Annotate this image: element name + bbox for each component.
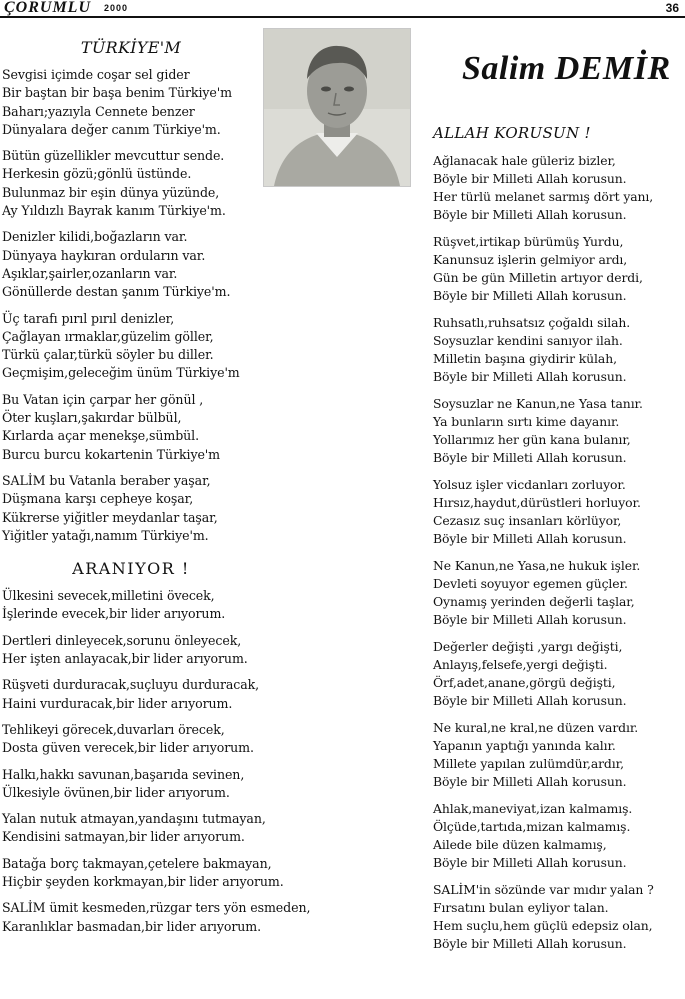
poem-line: Her türlü melanet sarmış dört yanı,	[433, 189, 654, 204]
stanza	[2, 391, 260, 464]
poem-line: Yollarımız her gün kana bulanır,	[433, 432, 631, 447]
stanza	[433, 314, 683, 386]
right-column	[433, 118, 683, 962]
poem-line: Denizler kilidi,boğazların var.	[2, 229, 188, 245]
stanza	[2, 472, 260, 545]
poem-line: Millete yapılan zulümdür,ardır,	[433, 756, 624, 771]
poem-line: Böyle bir Milleti Allah korusun.	[433, 531, 627, 546]
author-photo	[263, 28, 411, 187]
stanza	[2, 810, 266, 847]
poem-line: Anlayış,felsefe,yergi değişti.	[433, 657, 608, 672]
poem-line: Kükrerse yiğitler meydanlar taşar,	[2, 509, 218, 525]
stanza	[2, 766, 260, 803]
poem-line: Gönüllerde destan şanım Türkiye'm.	[2, 284, 231, 300]
poem-title: ARANIYOR !	[72, 559, 190, 579]
poem-line: Böyle bir Milleti Allah korusun.	[433, 855, 627, 870]
newspaper-logo: ÇORUMLU	[4, 0, 92, 16]
stanza	[2, 676, 260, 713]
poem-line: Baharı;yazıyla Cennete benzer	[2, 103, 195, 119]
stanza	[433, 476, 683, 548]
poem-line: Ülkesini sevecek,milletini övecek,	[2, 588, 215, 604]
poem-line: Böyle bir Milleti Allah korusun.	[433, 774, 627, 789]
poem-line: Yolsuz işler vicdanları zorluyor.	[433, 477, 626, 492]
poem-line: Haini vurduracak,bir lider arıyorum.	[2, 695, 233, 711]
poem-line: Rüşveti durduracak,suçluyu durduracak,	[2, 677, 260, 693]
poem-line: Halkı,hakkı savunan,başarıda sevinen,	[2, 766, 245, 782]
poem-line: Ne Kanun,ne Yasa,ne hukuk işler.	[433, 558, 641, 573]
stanza	[2, 721, 260, 758]
poem-line: Dertleri dinleyecek,sorunu önleyecek,	[2, 632, 242, 648]
poem-line: Fırsatını bulan eyliyor talan.	[433, 900, 609, 915]
poem-line: Öter kuşları,şakırdar bülbül,	[2, 410, 182, 426]
stanza	[433, 395, 683, 467]
poem-line: Her işten anlayacak,bir lider arıyorum.	[2, 651, 248, 667]
stanza	[433, 233, 683, 305]
page-number: 36	[665, 1, 679, 15]
poem-line: Soysuzlar ne Kanun,ne Yasa tanır.	[433, 396, 643, 411]
poem-line: SALİM bu Vatanla beraber yaşar,	[2, 472, 211, 488]
poem-line: Aşıklar,şairler,ozanların var.	[2, 265, 178, 281]
poem-line: Bir baştan bir başa benim Türkiye'm	[2, 85, 232, 101]
poem-line: Çağlayan ırmaklar,güzelim göller,	[2, 328, 214, 344]
poem-line: Böyle bir Milleti Allah korusun.	[433, 612, 627, 627]
poem-line: Ay Yıldızlı Bayrak kanım Türkiye'm.	[2, 203, 226, 219]
poem-line: İşlerinde evecek,bir lider arıyorum.	[2, 606, 226, 622]
stanza	[2, 632, 260, 669]
poem-line: Böyle bir Milleti Allah korusun.	[433, 693, 627, 708]
poem-line: Ağlanacak hale güleriz bizler,	[433, 153, 616, 168]
stanza	[2, 587, 260, 624]
poem-line: Böyle bir Milleti Allah korusun.	[433, 171, 627, 186]
stanza	[433, 557, 683, 629]
poem-title: ALLAH KORUSUN !	[433, 124, 591, 142]
stanza	[2, 310, 260, 383]
poem-line: Hiçbir şeyden korkmayan,bir lider arıyorum.	[2, 873, 284, 889]
poem-line: Gün be gün Milletin artıyor derdi,	[433, 270, 643, 285]
poem-body	[2, 587, 311, 936]
poem-line: Böyle bir Milleti Allah korusun.	[433, 207, 627, 222]
stanza	[2, 147, 260, 220]
poem-line: SALİM ümit kesmeden,rüzgar ters yön esmeden,	[2, 900, 311, 916]
poem-line: Ya bunların sırtı kime dayanır.	[433, 414, 620, 429]
poem-body	[433, 152, 683, 953]
poem-line: Böyle bir Milleti Allah korusun.	[433, 288, 627, 303]
stanza	[2, 66, 260, 139]
poem-line: Ne kural,ne kral,ne düzen vardır.	[433, 720, 639, 735]
poem-line: Bulunmaz bir eşin dünya yüzünde,	[2, 184, 220, 200]
stanza	[2, 228, 260, 301]
poem-line: Ölçüde,tartıda,mizan kalmamış.	[433, 819, 631, 834]
poem-line: Yalan nutuk atmayan,yandaşını tutmayan,	[2, 811, 266, 827]
poem-line: Milletin başına giydirir külah,	[433, 351, 617, 366]
stanza	[433, 152, 683, 224]
poem-line: Yapanın yaptığı yanında kalır.	[433, 738, 616, 753]
stanza	[433, 881, 683, 953]
poem-line: Düşmana karşı cepheye koşar,	[2, 491, 194, 507]
poem-line: Karanlıklar basmadan,bir lider arıyorum.	[2, 918, 262, 934]
poem-line: Böyle bir Milleti Allah korusun.	[433, 936, 627, 951]
poem-turkiyem	[2, 38, 260, 545]
issue-year: 2000	[104, 3, 129, 13]
poem-line: Böyle bir Milleti Allah korusun.	[433, 450, 627, 465]
poem-line: Ruhsatlı,ruhsatsız çoğaldı silah.	[433, 315, 631, 330]
poem-line: Türkü çalar,türkü söyler bu diller.	[2, 347, 214, 363]
poem-line: Herkesin gözü;gönlü üstünde.	[2, 166, 192, 182]
stanza	[433, 719, 683, 791]
poem-line: SALİM'in sözünde var mıdır yalan ?	[433, 882, 654, 897]
poem-body	[2, 66, 260, 545]
page-header	[0, 0, 685, 16]
header-rule	[0, 16, 685, 18]
poem-line: Kırlarda açar menekşe,sümbül.	[2, 428, 200, 444]
poem-line: Dünyaya haykıran orduların var.	[2, 247, 206, 263]
poem-line: Sevgisi içimde coşar sel gider	[2, 67, 190, 82]
poem-line: Yiğitler yatağı,namım Türkiye'm.	[2, 527, 209, 543]
poem-line: Değerler değişti ,yargı değişti,	[433, 639, 623, 654]
poem-line: Geçmişim,geleceğim ünüm Türkiye'm	[2, 365, 240, 381]
poem-line: Kanunsuz işlerin gelmiyor ardı,	[433, 252, 628, 267]
poem-allah-korusun	[433, 124, 683, 953]
poem-line: Ailede bile düzen kalmamış,	[433, 837, 607, 852]
author-portrait-icon	[264, 29, 410, 186]
author-name: Salim DEMİR	[462, 50, 671, 87]
poem-line: Oynamış yerinden değerli taşlar,	[433, 594, 635, 609]
poem-line: Örf,adet,anane,görgü değişti,	[433, 675, 616, 690]
poem-line: Cezasız suç insanları körlüyor,	[433, 513, 622, 528]
poem-line: Batağa borç takmayan,çetelere bakmayan,	[2, 855, 272, 871]
poem-line: Dosta güven verecek,bir lider arıyorum.	[2, 740, 254, 756]
poem-line: Hem suçlu,hem güçlü edepsiz olan,	[433, 918, 653, 933]
poem-araniyor	[2, 559, 311, 936]
stanza	[2, 899, 311, 936]
poem-line: Hırsız,haydut,dürüstleri horluyor.	[433, 495, 641, 510]
poem-line: Ülkesiyle övünen,bir lider arıyorum.	[2, 784, 230, 800]
stanza	[433, 638, 683, 710]
left-column	[2, 38, 311, 944]
poem-line: Ahlak,maneviyat,izan kalmamış.	[433, 801, 633, 816]
poem-line: Böyle bir Milleti Allah korusun.	[433, 369, 627, 384]
poem-line: Burcu burcu kokartenin Türkiye'm	[2, 446, 221, 462]
stanza	[2, 855, 284, 892]
poem-line: Tehlikeyi görecek,duvarları örecek,	[2, 721, 225, 737]
poem-line: Rüşvet,irtikap bürümüş Yurdu,	[433, 234, 624, 249]
poem-title: TÜRKİYE'M	[80, 38, 182, 57]
poem-line: Dünyalara değer canım Türkiye'm.	[2, 121, 221, 137]
poem-line: Bu Vatan için çarpar her gönül ,	[2, 391, 204, 407]
poem-line: Devleti soyuyor egemen güçler.	[433, 576, 628, 591]
poem-line: Soysuzlar kendini sanıyor ilah.	[433, 333, 623, 348]
poem-line: Bütün güzellikler mevcuttur sende.	[2, 148, 225, 164]
poem-line: Kendisini satmayan,bir lider arıyorum.	[2, 829, 245, 845]
stanza	[433, 800, 683, 872]
poem-line: Üç tarafı pırıl pırıl denizler,	[2, 310, 175, 326]
